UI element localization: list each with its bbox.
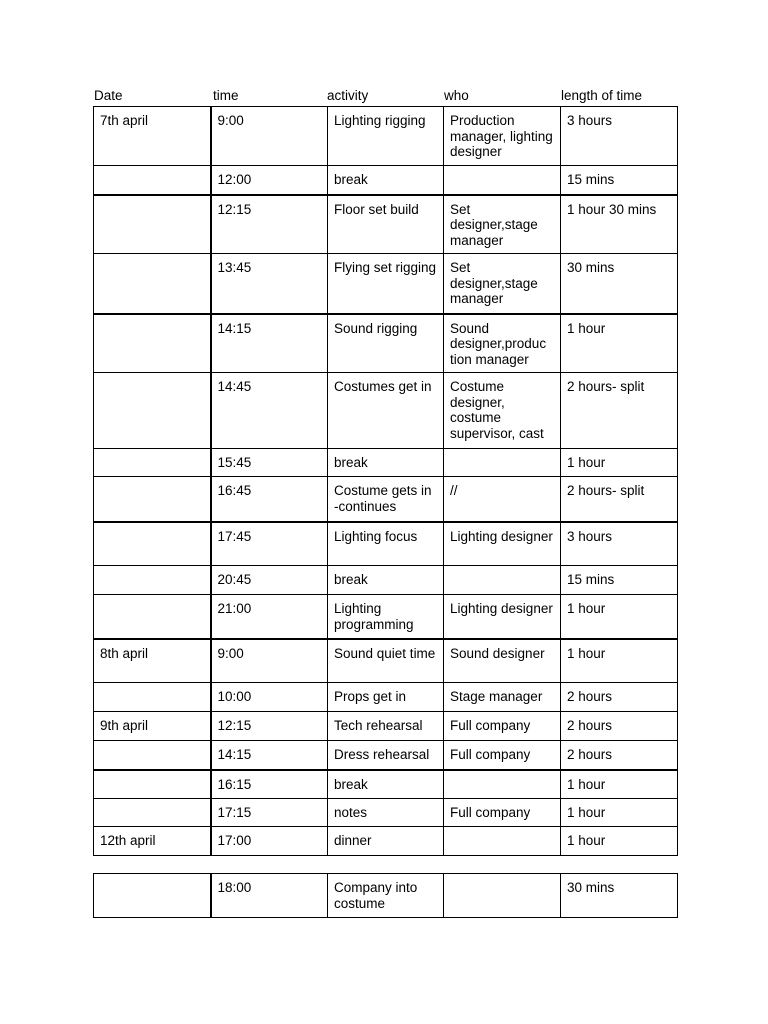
activity-cell: Lighting programming bbox=[328, 595, 444, 639]
date-cell bbox=[94, 373, 211, 449]
length-cell: 30 mins bbox=[561, 874, 678, 918]
activity-cell: Floor set build bbox=[328, 195, 444, 254]
who-cell: Costume designer, costume supervisor, cast bbox=[444, 373, 561, 449]
length-cell: 1 hour bbox=[561, 827, 678, 856]
header-activity: activity bbox=[327, 88, 369, 103]
activity-cell: notes bbox=[328, 799, 444, 827]
activity-cell: Flying set rigging bbox=[328, 254, 444, 314]
time-cell: 9:00 bbox=[211, 107, 328, 166]
date-cell bbox=[94, 741, 211, 770]
length-cell: 2 hours- split bbox=[561, 477, 678, 522]
length-cell: 2 hours bbox=[561, 683, 678, 712]
who-cell: Set designer,stage manager bbox=[444, 254, 561, 314]
date-cell bbox=[94, 449, 211, 477]
table-row bbox=[94, 741, 678, 770]
header-date: Date bbox=[94, 88, 123, 103]
length-cell: 30 mins bbox=[561, 254, 678, 314]
activity-cell: Company into costume bbox=[328, 874, 444, 918]
length-cell: 1 hour 30 mins bbox=[561, 195, 678, 254]
who-cell bbox=[444, 166, 561, 195]
date-cell bbox=[94, 770, 211, 799]
table-row bbox=[94, 874, 678, 918]
time-cell: 20:45 bbox=[211, 566, 328, 595]
time-cell: 17:45 bbox=[211, 522, 328, 566]
who-cell bbox=[444, 770, 561, 799]
who-cell: Stage manager bbox=[444, 683, 561, 712]
time-cell: 9:00 bbox=[211, 639, 328, 683]
time-cell: 12:15 bbox=[211, 195, 328, 254]
time-cell: 14:15 bbox=[211, 741, 328, 770]
who-cell: Set designer,stage manager bbox=[444, 195, 561, 254]
length-cell: 1 hour bbox=[561, 639, 678, 683]
length-cell: 1 hour bbox=[561, 595, 678, 639]
length-cell: 3 hours bbox=[561, 107, 678, 166]
date-cell bbox=[94, 522, 211, 566]
time-cell: 17:00 bbox=[211, 827, 328, 856]
date-cell: 12th april bbox=[94, 827, 211, 856]
activity-cell: Costume gets in -continues bbox=[328, 477, 444, 522]
date-cell bbox=[94, 254, 211, 314]
time-cell: 16:45 bbox=[211, 477, 328, 522]
table-row bbox=[94, 254, 678, 314]
date-cell bbox=[94, 566, 211, 595]
date-cell bbox=[94, 166, 211, 195]
length-cell: 1 hour bbox=[561, 449, 678, 477]
date-cell: 7th april bbox=[94, 107, 211, 166]
length-cell: 3 hours bbox=[561, 522, 678, 566]
header-who: who bbox=[444, 88, 469, 103]
date-cell bbox=[94, 595, 211, 639]
schedule-table-continued bbox=[93, 873, 678, 918]
date-cell bbox=[94, 314, 211, 373]
table-row bbox=[94, 449, 678, 477]
length-cell: 15 mins bbox=[561, 166, 678, 195]
who-cell bbox=[444, 449, 561, 477]
table-row bbox=[94, 799, 678, 827]
who-cell: Production manager, lighting designer bbox=[444, 107, 561, 166]
length-cell: 1 hour bbox=[561, 799, 678, 827]
who-cell bbox=[444, 874, 561, 918]
activity-cell: Tech rehearsal bbox=[328, 712, 444, 741]
time-cell: 10:00 bbox=[211, 683, 328, 712]
length-cell: 2 hours- split bbox=[561, 373, 678, 449]
length-cell: 2 hours bbox=[561, 741, 678, 770]
table-row bbox=[94, 522, 678, 566]
length-cell: 2 hours bbox=[561, 712, 678, 741]
date-cell bbox=[94, 195, 211, 254]
table-row bbox=[94, 195, 678, 254]
who-cell bbox=[444, 827, 561, 856]
activity-cell: Costumes get in bbox=[328, 373, 444, 449]
table-row bbox=[94, 683, 678, 712]
who-cell: // bbox=[444, 477, 561, 522]
who-cell bbox=[444, 566, 561, 595]
table-header bbox=[94, 86, 676, 106]
activity-cell: break bbox=[328, 449, 444, 477]
table-row bbox=[94, 827, 678, 856]
activity-cell: break bbox=[328, 770, 444, 799]
who-cell: Sound designer bbox=[444, 639, 561, 683]
table-row bbox=[94, 477, 678, 522]
header-length: length of time bbox=[561, 88, 643, 103]
date-cell bbox=[94, 683, 211, 712]
header-time: time bbox=[213, 88, 239, 103]
table-row bbox=[94, 595, 678, 639]
time-cell: 15:45 bbox=[211, 449, 328, 477]
table-row bbox=[94, 639, 678, 683]
activity-cell: Lighting rigging bbox=[328, 107, 444, 166]
activity-cell: Lighting focus bbox=[328, 522, 444, 566]
schedule-table bbox=[93, 106, 678, 856]
who-cell: Lighting designer bbox=[444, 595, 561, 639]
activity-cell: Props get in bbox=[328, 683, 444, 712]
length-cell: 15 mins bbox=[561, 566, 678, 595]
who-cell: Lighting designer bbox=[444, 522, 561, 566]
who-cell: Full company bbox=[444, 712, 561, 741]
length-cell: 1 hour bbox=[561, 770, 678, 799]
table-row bbox=[94, 373, 678, 449]
activity-cell: Sound quiet time bbox=[328, 639, 444, 683]
time-cell: 12:15 bbox=[211, 712, 328, 741]
table-row bbox=[94, 166, 678, 195]
date-cell: 9th april bbox=[94, 712, 211, 741]
time-cell: 16:15 bbox=[211, 770, 328, 799]
table-row bbox=[94, 314, 678, 373]
date-cell: 8th april bbox=[94, 639, 211, 683]
activity-cell: break bbox=[328, 566, 444, 595]
table-row bbox=[94, 566, 678, 595]
time-cell: 13:45 bbox=[211, 254, 328, 314]
activity-cell: Dress rehearsal bbox=[328, 741, 444, 770]
date-cell bbox=[94, 477, 211, 522]
who-cell: Full company bbox=[444, 741, 561, 770]
time-cell: 14:45 bbox=[211, 373, 328, 449]
activity-cell: Sound rigging bbox=[328, 314, 444, 373]
time-cell: 12:00 bbox=[211, 166, 328, 195]
time-cell: 21:00 bbox=[211, 595, 328, 639]
activity-cell: dinner bbox=[328, 827, 444, 856]
time-cell: 18:00 bbox=[211, 874, 328, 918]
activity-cell: break bbox=[328, 166, 444, 195]
who-cell: Sound designer,produc tion manager bbox=[444, 314, 561, 373]
length-cell: 1 hour bbox=[561, 314, 678, 373]
who-cell: Full company bbox=[444, 799, 561, 827]
time-cell: 17:15 bbox=[211, 799, 328, 827]
date-cell bbox=[94, 799, 211, 827]
date-cell bbox=[94, 874, 211, 918]
time-cell: 14:15 bbox=[211, 314, 328, 373]
table-row bbox=[94, 107, 678, 166]
table-row bbox=[94, 712, 678, 741]
table-row bbox=[94, 770, 678, 799]
